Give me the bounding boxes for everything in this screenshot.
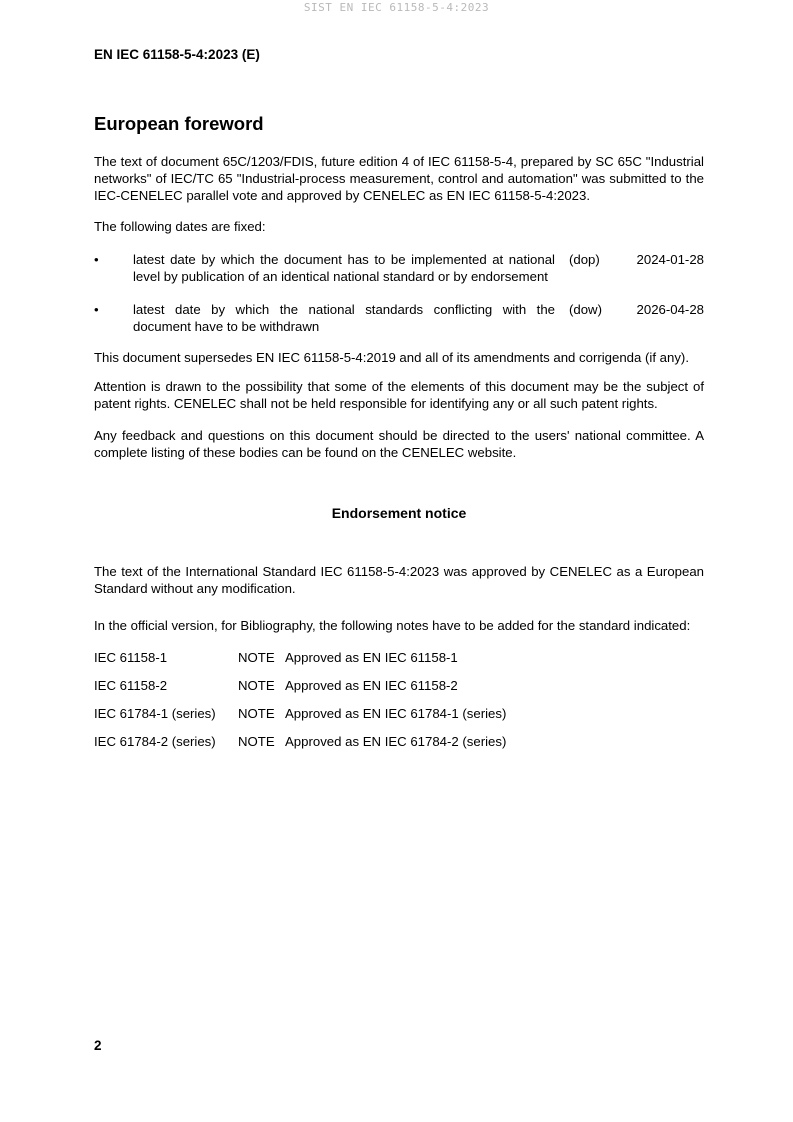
note-label: NOTE xyxy=(238,734,275,749)
date-item-dop xyxy=(94,251,704,285)
note-standard: IEC 61784-1 (series) xyxy=(94,706,216,721)
dates-intro: The following dates are fixed: xyxy=(94,219,266,234)
note-label: NOTE xyxy=(238,706,275,721)
note-text: Approved as EN IEC 61158-1 xyxy=(285,650,458,665)
note-standard: IEC 61784-2 (series) xyxy=(94,734,216,749)
note-row xyxy=(94,733,704,750)
note-text: Approved as EN IEC 61158-2 xyxy=(285,678,458,693)
date-item-value: 2026-04-28 xyxy=(636,302,704,317)
note-text: Approved as EN IEC 61784-2 (series) xyxy=(285,734,507,749)
foreword-paragraph-feedback: Any feedback and questions on this document should be directed to the users' national committee. A complete listing of these bodies can be found on the CENELEC website. xyxy=(94,428,704,460)
note-row xyxy=(94,677,704,694)
foreword-paragraph-intro: The text of document 65C/1203/FDIS, future edition 4 of IEC 61158-5-4, prepared by SC 65C "Industrial networks" of IEC/TC 65 "Industrial-process measurement, control and automation" was submitted to the IEC-CENELEC parallel vote and approved by CENELEC as EN IEC 61158-5-4:2023. xyxy=(94,154,704,203)
note-row xyxy=(94,705,704,722)
note-standard: IEC 61158-2 xyxy=(94,678,168,693)
note-label: NOTE xyxy=(238,678,275,693)
date-item-text: latest date by which the national standards conflicting with the document have to be withdrawn xyxy=(133,302,555,334)
note-standard: IEC 61158-1 xyxy=(94,650,168,665)
foreword-paragraph-patent: Attention is drawn to the possibility that some of the elements of this document may be the subject of patent rights. CENELEC shall not be held responsible for identifying any or all such patent rights. xyxy=(94,379,704,411)
endorsement-paragraph-bibliography: In the official version, for Bibliography, the following notes have to be added for the standard indicated: xyxy=(94,618,691,633)
date-item-value: 2024-01-28 xyxy=(636,252,704,267)
document-reference: EN IEC 61158-5-4:2023 (E) xyxy=(94,47,260,62)
bullet-marker: • xyxy=(94,302,99,317)
watermark-text: SIST EN IEC 61158-5-4:2023 xyxy=(303,1,490,14)
foreword-title: European foreword xyxy=(94,113,264,134)
note-text: Approved as EN IEC 61784-1 (series) xyxy=(285,706,507,721)
page-number: 2 xyxy=(94,1038,102,1053)
bullet-marker: • xyxy=(94,252,99,267)
date-item-text: latest date by which the document has to be implemented at national level by publication of an identical national standard or by endorsement xyxy=(133,252,555,284)
endorsement-paragraph-approval: The text of the International Standard IEC 61158-5-4:2023 was approved by CENELEC as a European Standard without any modification. xyxy=(94,564,704,596)
note-row xyxy=(94,649,704,666)
endorsement-title: Endorsement notice xyxy=(331,505,467,521)
foreword-paragraph-supersedes: This document supersedes EN IEC 61158-5-4:2019 and all of its amendments and corrigenda (if any). xyxy=(94,350,689,365)
date-item-dow xyxy=(94,301,704,335)
date-item-code: (dop) xyxy=(569,252,600,267)
date-item-code: (dow) xyxy=(569,302,602,317)
note-label: NOTE xyxy=(238,650,275,665)
notes-list xyxy=(94,649,704,750)
